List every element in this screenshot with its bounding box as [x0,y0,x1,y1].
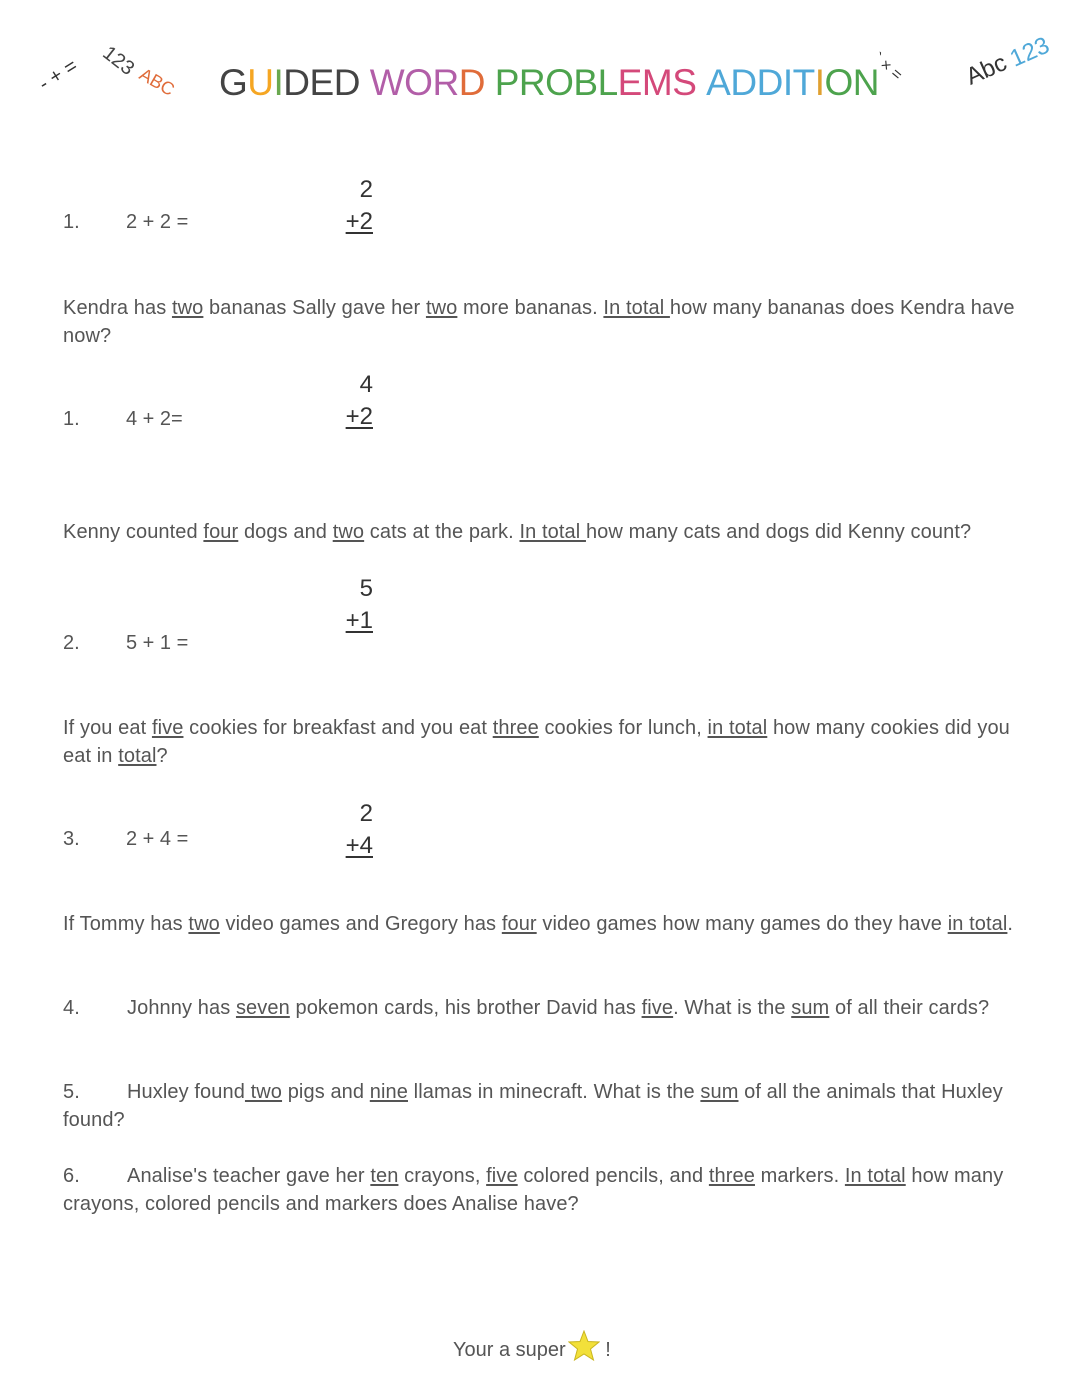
title-letter [696,62,706,104]
title-letter: M [641,62,673,103]
title-letter: E [617,62,642,103]
math-symbols-decoration: - + = [35,54,82,96]
addend-bottom: +1 [345,607,373,634]
title-letter: D [283,62,310,103]
problem-number: 2. [63,632,80,654]
title-letter: T [792,62,815,103]
text-run: cookies for lunch, [538,717,708,739]
keyword: In total [844,1165,906,1187]
text-run: video games and Gregory has [219,913,502,935]
title-letter: S [672,62,697,103]
keyword: three [492,717,539,739]
keyword: sum [700,1081,739,1103]
title-letter: N [852,62,879,103]
problem-expression: 2 + 4 = [126,828,189,850]
text-run: llamas in minecraft. What is the [408,1081,701,1103]
addend-top: 5 [359,575,373,602]
keyword: three [708,1165,755,1187]
title-letter: O [824,62,853,103]
text-run: If Tommy has [63,913,189,935]
text-run: of all their cards? [829,997,990,1019]
text-run: more bananas. [457,297,604,319]
text-run: . What is the [673,997,792,1019]
keyword: seven [235,997,290,1019]
text-run: how many bananas does Kendra have now? [63,297,1015,347]
text-run: cats at the park. [364,521,520,543]
addend-top: 2 [359,176,373,203]
text-run: video games how many games do they have [536,913,948,935]
footer-text: Your a super [453,1339,566,1361]
keyword: ten [370,1165,399,1187]
title-letter: G [219,62,248,103]
keyword: in total [707,717,768,739]
title-letter: O [404,62,433,103]
letters-decoration-right: Abc [962,49,1011,91]
text-run: how many cats and dogs did Kenny count? [585,521,972,543]
keyword: two [188,913,220,935]
text-run: colored pencils, and [517,1165,709,1187]
text-run: Kenny counted [63,521,204,543]
keyword: In total [519,521,586,543]
keyword: In total [603,297,670,319]
keyword: four [501,913,537,935]
vertical-addition [333,798,373,862]
keyword: nine [369,1081,408,1103]
vertical-addition [333,573,373,637]
keyword: five [486,1165,518,1187]
title-letter: L [597,62,618,103]
title-letter [485,62,495,104]
title-letter: P [494,62,519,103]
problem-expression: 2 + 2 = [126,211,189,233]
keyword: four [203,521,239,543]
problem-number: 1. [63,211,80,233]
addend-top: 2 [359,800,373,827]
footer-exclaim: ! [599,1339,611,1361]
text-run: crayons, [398,1165,487,1187]
vertical-addition [333,174,373,238]
text-run: pokemon cards, his brother David has [289,997,642,1019]
title-letter: I [814,62,825,103]
word-problem [63,518,1028,546]
title-letter: I [782,62,793,103]
problem-number: 4. [63,997,80,1019]
title-letter: D [756,62,783,103]
title-letter: E [309,62,334,103]
numbered-word-problem [63,994,1028,1022]
keyword: two [332,521,365,543]
addend-bottom: +2 [345,403,373,430]
title-letter: D [333,62,360,103]
addend-bottom: +2 [345,208,373,235]
title-letter: O [545,62,574,103]
keyword: sum [791,997,830,1019]
text-run: how many cookies did you eat in [63,717,1010,767]
keyword: two [425,297,458,319]
problem-expression: 5 + 1 = [126,632,189,654]
problem-expression: 4 + 2= [126,408,183,430]
title-letter: W [369,62,405,103]
text-run: . [1007,913,1014,935]
addend-bottom: +4 [345,832,373,859]
keyword: five [641,997,674,1019]
problem-number: 1. [63,408,80,430]
text-run: Kendra has [63,297,172,319]
text-run: pigs and [282,1081,370,1103]
page-title [219,62,879,104]
keyword: two [171,297,204,319]
title-letter: A [706,62,731,103]
numbers-decoration-right: 123 [1006,31,1054,73]
word-problem [63,910,1028,938]
title-letter: R [432,62,459,103]
text-run: Johnny has [127,997,236,1019]
problem-number: 3. [63,828,80,850]
text-run: dogs and [238,521,333,543]
numbers-decoration: 123 [98,42,139,80]
numbered-word-problem [63,1078,1028,1134]
title-letter [360,62,370,104]
star-icon [568,1330,600,1368]
keyword: two [244,1081,283,1103]
text-run: how many crayons, colored pencils and markers does Analise have? [63,1165,1004,1215]
title-letter: B [573,62,598,103]
text-run: markers. [754,1165,845,1187]
word-problem [63,714,1028,770]
title-letter: R [518,62,546,103]
word-problem [63,294,1028,350]
text-run: bananas Sally gave her [203,297,426,319]
text-run: Huxley found [127,1081,245,1103]
addend-top: 4 [359,371,373,398]
encouragement-footer [453,1330,611,1368]
text-run: ? [156,745,168,767]
problem-number: 6. [63,1165,80,1187]
keyword: in total [947,913,1008,935]
title-letter: D [458,62,485,103]
title-letter: U [247,62,274,103]
keyword: total [118,745,157,767]
numbered-word-problem [63,1162,1028,1218]
vertical-addition [333,369,373,433]
math-symbols-decoration-right: ` × = [869,50,906,85]
text-run: cookies for breakfast and you eat [183,717,493,739]
text-run: If you eat [63,717,152,739]
title-letter: I [273,62,284,103]
problem-number: 5. [63,1081,80,1103]
keyword: five [151,717,184,739]
title-letter: D [730,62,757,103]
text-run: Analise's teacher gave her [127,1165,371,1187]
letters-decoration: ABC [136,64,179,100]
text-run: of all the animals that Huxley found? [63,1081,1003,1131]
